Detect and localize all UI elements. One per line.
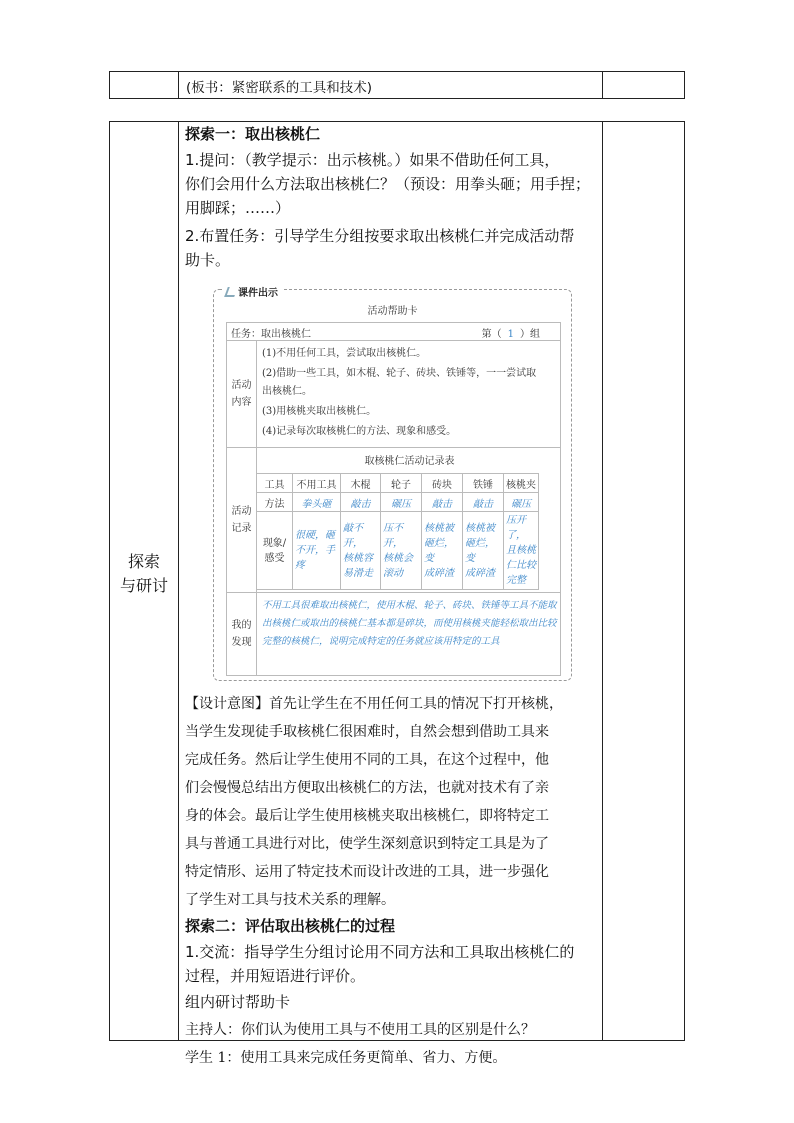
content-line: (4)记录每次取核桃仁的方法、现象和感受。 [262,426,457,437]
explore-one-heading: 探索一：取出核桃仁 [185,125,321,143]
group-number: 1 [507,329,514,340]
table-header-cell: 铁锤 [463,474,504,493]
table-cell [381,512,422,590]
table-header-cell: 木棍 [341,474,381,493]
text-line: 了学生对工具与技术关系的理解。 [185,892,395,908]
cell-line: 且核桃 [506,545,536,556]
text-line: 助卡。 [185,251,231,269]
cell-line: 易滑走 [343,567,373,579]
header-line: 活动 [231,506,252,517]
cell-line: 完整 [506,575,526,586]
record-table-title: 取核桃仁活动记录表 [364,456,455,467]
group-prefix: 第（ [481,329,502,340]
cell-line: 成碎渣 [465,567,495,579]
courseware-tag-label: 课件出示 [238,288,278,299]
table-header-cell: 核桃夹 [504,474,539,493]
activity-record-header [227,448,257,592]
explore-one-item2 [185,224,603,272]
header-line: 内容 [231,397,252,408]
board-row [109,71,685,99]
text-line: 2.布置任务：引导学生分组按要求取出核桃仁并完成活动帮 [185,227,575,245]
cell-line: 核桃被 [465,522,495,534]
host-line: 主持人：你们认为使用工具与不使用工具的区别是什么？ [185,1022,535,1038]
content-line: (1)不用任何工具，尝试取出核桃仁。 [262,348,427,359]
table-cell: 敲击 [463,493,504,512]
card-title: 活动帮助卡 [367,306,418,317]
my-finding-header [227,593,257,675]
header-line: 发现 [231,637,252,648]
cell-line: 砸烂，变 [465,537,495,564]
task-row [226,322,561,341]
courseware-tag [222,284,282,299]
header-line: 我的 [231,620,252,631]
cell-line: 核桃被 [424,522,454,534]
table-cell: 敲击 [341,493,381,512]
cell-line: 不开，手 [295,545,335,556]
text-line: 具与普通工具进行对比，使学生深刻意识到特定工具是为了 [185,836,549,852]
header-text [231,617,253,651]
text-line: 身的体会。最后让学生使用核桃夹取出核桃仁，即将特定工 [185,808,549,824]
table-cell: 碾压 [504,493,539,512]
finding-text: 不用工具很难取出核桃仁，使用木棍、轮子、砖块、铁锤等工具不能取出核桃仁或取出的核桃仁基本都是碎块，而使用核桃夹能轻松取出比较完整的核桃仁，说明完成特定的任务就应该用特定的工具 [262,600,557,647]
discussion-card-title: 组内研讨帮助卡 [185,993,291,1011]
content-line: 出核桃仁。 [262,386,312,397]
cell-line: 压不开， [383,522,403,549]
cell-line: 压开了， [506,515,526,541]
cell-line: 核桃容 [343,552,373,564]
table-cell: 敲击 [422,493,463,512]
table-cell [293,512,341,590]
cell-line: 疼 [295,560,305,571]
activity-content-header [227,341,257,447]
table-header-cell: 不用工具 [293,474,341,493]
board-text: (板书：紧密联系的工具和技术) [186,80,373,96]
table-cell [257,512,293,590]
pencil-icon [224,287,238,297]
record-table [256,473,539,590]
explore-two [185,914,603,1072]
table-cell [422,512,463,590]
cell-line: 仁比较 [506,560,536,571]
table-cell: 拳头砸 [293,493,341,512]
text-line: 们会慢慢总结出方便取出核桃仁的方法，也就对技术有了亲 [185,780,549,796]
cell-line: 成碎渣 [424,567,454,579]
student-line: 学生 1：使用工具来完成任务更简单、省力、方便。 [185,1050,507,1066]
explore-two-item1 [185,940,603,988]
table-header-cell: 砖块 [422,474,463,493]
group-label [482,325,540,340]
text-line: 1.交流：指导学生分组讨论用不同方法和工具取出核桃仁的 [185,943,575,961]
header-text [231,503,253,537]
table-cell: 方法 [257,493,293,512]
section-label-line: 与研讨 [119,576,168,595]
text-line: 特定情形、运用了特定技术而设计改进的工具，进一步强化 [185,864,549,880]
my-finding-block [226,593,561,676]
group-suffix: ）组 [520,329,540,340]
design-intention [185,690,603,914]
text-line: 完成任务。然后让学生使用不同的工具，在这个过程中，他 [185,752,549,768]
section-label [110,550,178,598]
explore-two-heading: 探索二：评估取出核桃仁的过程 [185,917,396,935]
explore-one-item1 [185,148,603,220]
cell-line: 砸烂，变 [424,537,454,564]
cell-line: 核桃会 [383,552,413,564]
table-cell [504,512,539,590]
table-cell [463,512,504,590]
task-label: 任务：取出核桃仁 [231,329,311,340]
cell-line: 滚动 [383,567,403,579]
column-divider [602,72,603,98]
table-row [257,512,539,590]
header-text [231,377,253,411]
table-cell: 碾压 [381,493,422,512]
explore-one [185,122,603,272]
effect-label: 感受 [264,552,285,564]
content-line: (2)借助一些工具，如木棍、轮子、砖块、铁锤等，一一尝试取 [262,368,537,379]
content-line: (3)用核桃夹取出核桃仁。 [262,406,377,417]
activity-content-block [226,341,561,448]
table-row [257,493,539,512]
column-divider [178,72,179,98]
effect-label: 现象/ [262,537,287,549]
cell-line: 敲不开， [343,522,363,549]
table-header-cell: 工具 [257,474,293,493]
text-line: 当学生发现徒手取核桃仁很困难时，自然会想到借助工具来 [185,724,549,740]
text-line: 【设计意图】首先让学生在不用任何工具的情况下打开核桃， [185,696,563,712]
header-line: 活动 [231,380,252,391]
text-line: 用脚踩；……） [185,199,291,217]
cell-line: 很硬，砸 [295,530,335,541]
text-line: 1.提问：（教学提示：出示核桃。）如果不借助任何工具， [185,151,560,169]
header-line: 记录 [231,523,252,534]
table-header-cell: 轮子 [381,474,422,493]
column-divider [178,122,179,1040]
table-cell [341,512,381,590]
text-line: 你们会用什么方法取出核桃仁？（预设：用拳头砸；用手捏； [185,175,591,193]
text-line: 过程，并用短语进行评价。 [185,967,366,985]
section-label-line: 探索 [127,552,160,571]
table-row [257,474,539,493]
